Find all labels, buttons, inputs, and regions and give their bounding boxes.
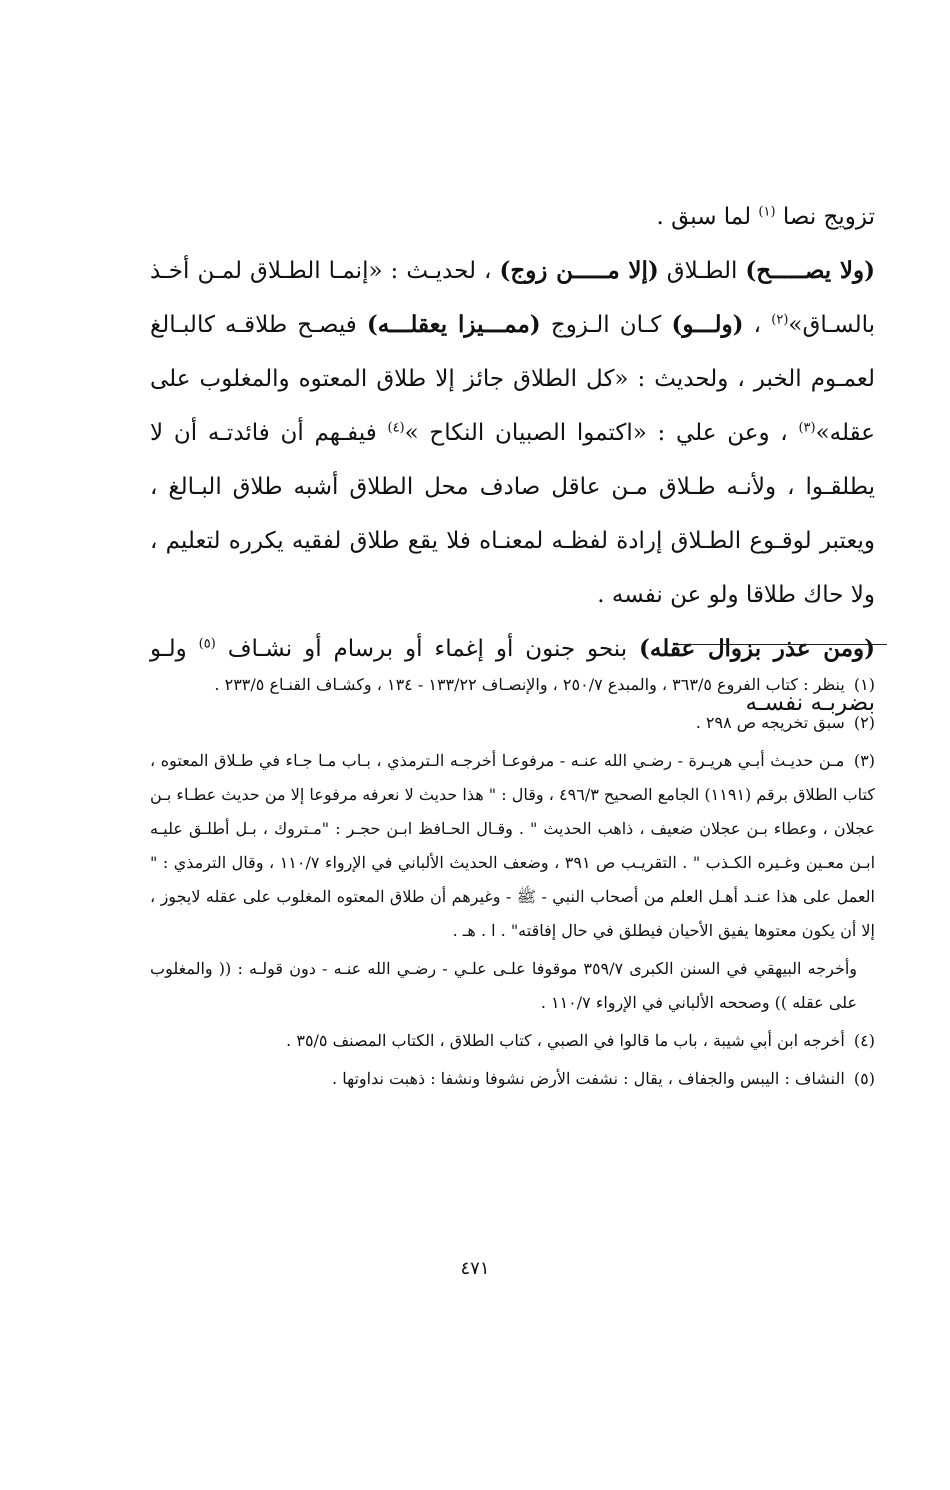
paragraph-1	[150, 190, 875, 244]
bold-phrase: (ولا يصـــــح)	[745, 257, 876, 284]
text-segment: ولـو بضربـه نفسـه	[150, 636, 875, 716]
footnote-number: (٤)	[853, 1031, 875, 1050]
page-number: ٤٧١	[460, 1258, 490, 1279]
footnote-4	[150, 1024, 875, 1058]
text-segment: ، وعن علي : «اكتموا الصبيان النكاح »	[404, 420, 788, 446]
footnote-ref-5[interactable]: (٥)	[198, 636, 216, 652]
bold-phrase: (إلا مـــــن زوج)	[499, 257, 659, 284]
footnote-5	[150, 1062, 875, 1096]
footnotes-section	[150, 668, 875, 1100]
footnote-number: (٢)	[853, 713, 875, 732]
bold-phrase: (ممـــيزا يعقلـــه)	[366, 311, 541, 338]
paragraph-2	[150, 244, 875, 622]
text-segment: الطـلاق	[666, 258, 738, 284]
footnote-3-continuation	[150, 952, 875, 1020]
footnote-text: النشاف : اليبس والجفاف ، يقال : نشفت الأرض نشوفا ونشفا : ذهبت نداوتها .	[332, 1069, 845, 1088]
main-body-text	[150, 190, 875, 730]
text-segment: بنحو جنون أو إغماء أو برسام أو نشـاف	[227, 636, 628, 662]
text-segment: ، لحديـث : «إنمـا الطـلاق لمـن أخـذ بالسـاق»	[150, 258, 876, 338]
footnote-text: سبق تخريجه ص ٢٩٨ .	[695, 713, 845, 732]
text-segment: لما سبق .	[656, 204, 752, 230]
text-segment: فيصـح طلاقـه كالبـالغ لعمـوم الخبر ، ولحديث : «كل الطلاق جائز إلا طلاق المعتوه والمغلوب على عقله»	[150, 312, 875, 446]
footnote-2	[150, 706, 875, 740]
footnote-separator	[675, 644, 887, 645]
footnote-text: مـن حديـث أبـي هريـرة - رضـي الله عنـه - مرفوعـا أخرجـه الـترمذي ، بـاب مـا جـاء في طـلاق المعتوه ، كتاب الطلاق برقم (١١٩١) الجامع الصحيح ٤٩٦/٣ ، وقال : " هذا حديث لا نعرفه مرفوعا إلا من حديث عطـاء بـن عجلان ، وعطاء بـن عجلان ضعيف ، ذاهب الحديث " . وقـال الحـافظ ابـن حجـر : "مـتروك ، بـل أطلـق عليـه ابـن معـين وغـيره الكـذب " . التقريـب ص ٣٩١ ، وضعف الحديث الألباني في الإرواء ١١٠/٧ ، وقال الترمذي : " العمل على هذا عنـد أهـل العلم من أصحاب النبي - ﷺ - وغيرهم أن طلاق المعتوه المغلوب على عقله لايجوز ، إلا أن يكون معتوها يفيق الأحيان فيطلق في حال إفاقته" . ا . هـ .	[150, 751, 876, 940]
footnote-text: وأخرجه البيهقي في السنن الكبرى ٣٥٩/٧ موقوفا علـى علـي - رضـي الله عنـه - دون قولـه : (( والمغلوب على عقله )) وصححه الألباني في الإرواء ١١٠/٧ .	[150, 959, 858, 1012]
text-segment: تزويج نصا	[782, 204, 875, 230]
footnote-ref-1[interactable]: (١)	[758, 204, 776, 220]
footnote-text: أخرجه ابن أبي شيبة ، باب ما قالوا في الصبي ، كتاب الطلاق ، الكتاب المصنف ٣٥/٥ .	[286, 1031, 845, 1050]
footnote-1	[150, 668, 875, 702]
text-segment: ،	[753, 312, 762, 338]
footnote-ref-2[interactable]: (٢)	[771, 312, 789, 328]
footnote-number: (١)	[853, 675, 875, 694]
bold-phrase: (ولـــو)	[671, 311, 744, 338]
footnote-number: (٣)	[853, 751, 875, 770]
footnote-3	[150, 744, 875, 948]
footnote-ref-4[interactable]: (٤)	[387, 420, 405, 436]
footnote-ref-3[interactable]: (٣)	[798, 420, 816, 436]
footnote-text: ينظر : كتاب الفروع ٣٦٣/٥ ، والمبدع ٢٥٠/٧ ، والإنصـاف ١٣٣/٢٢ - ١٣٤ ، وكشـاف القنـاع ٢٣٣/٥ .	[214, 675, 845, 694]
bold-phrase: (ومن عذر بزوال عقله)	[639, 635, 876, 662]
footnote-number: (٥)	[853, 1069, 875, 1088]
text-segment: كـان الـزوج	[550, 312, 662, 338]
text-segment: فيفـهم أن فائدتـه أن لا يطلقـوا ، ولأنـه طـلاق مـن عاقل صادف محل الطلاق أشبه طلاق البـالغ ، ويعتبر لوقـوع الطـلاق إرادة لفظـه لمعنـاه فلا يقع طلاق لفقيه يكرره لتعليم ، ولا حاك طلاقا ولو عن نفسه .	[150, 420, 875, 608]
